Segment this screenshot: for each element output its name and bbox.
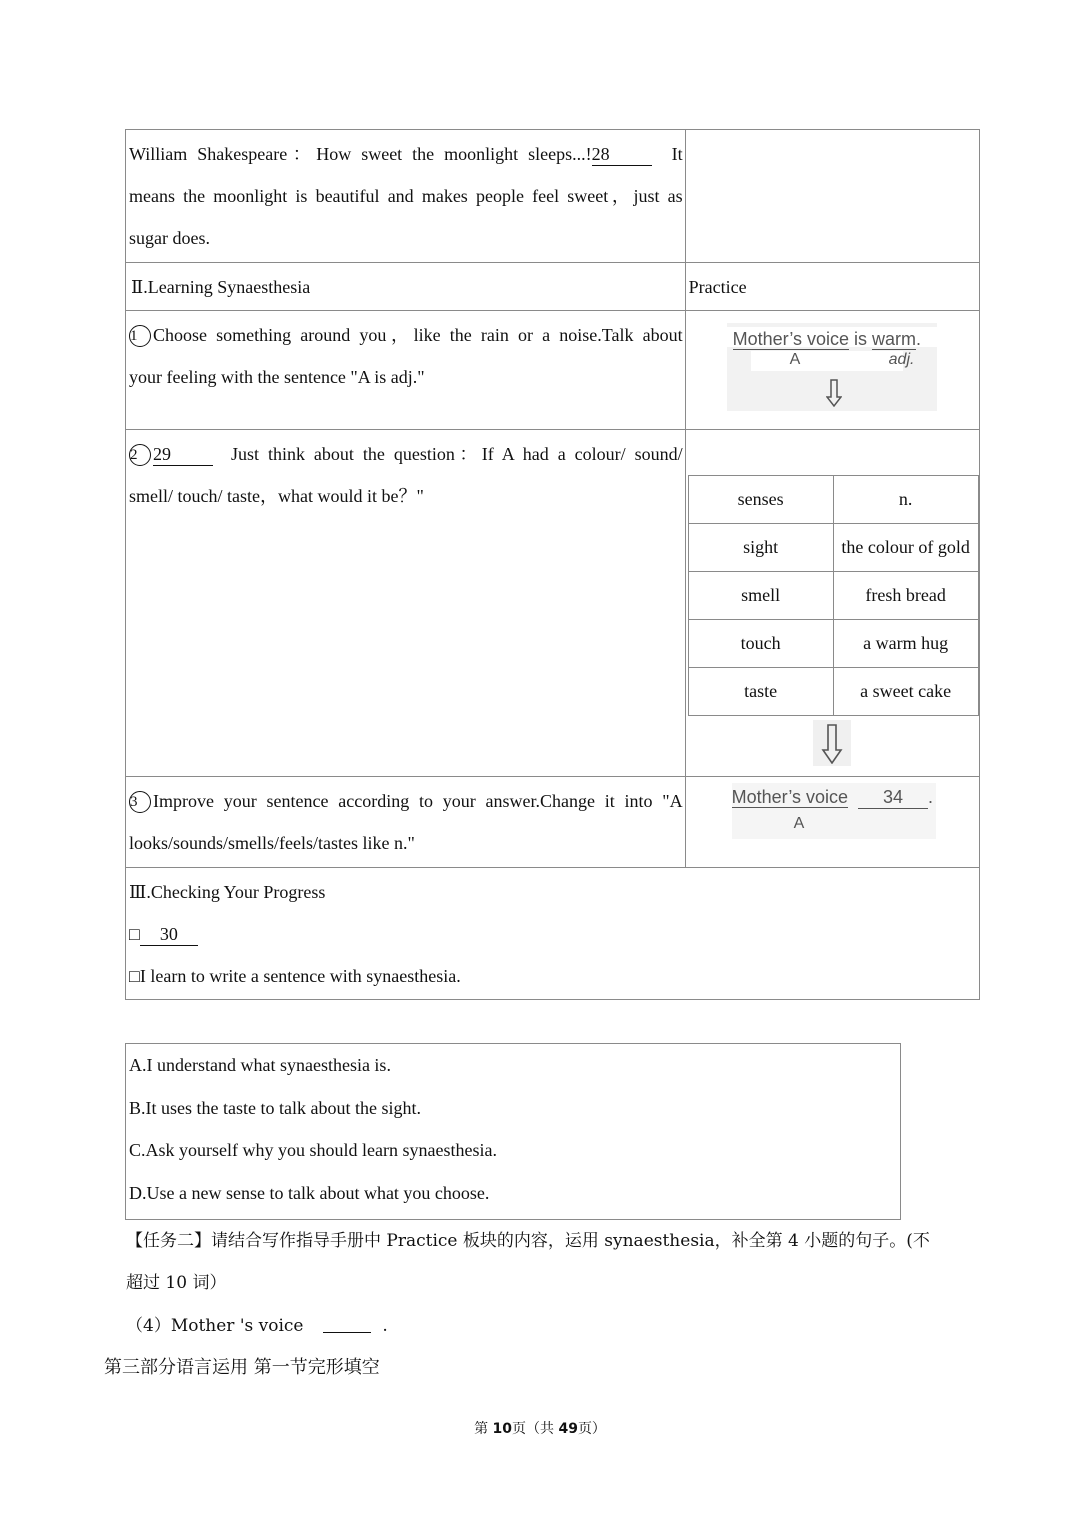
- task-2-line-1: 【任务二】请结合写作指导手册中 Practice 板块的内容，运用 synaesthesia，补全第 4 小题的句子。(不: [126, 1231, 930, 1251]
- answer-sentence-image: Mother’s voice 34 . A: [732, 783, 936, 839]
- circled-number-2: 2: [129, 444, 151, 466]
- progress-cell: [126, 868, 980, 1000]
- step-3-cell: [126, 777, 686, 868]
- step-1-line-1: 1 Choose something around you，like the rain or a noise.Talk about: [130, 325, 683, 345]
- checklist-item-2: □I learn to write a sentence with synaesthesia.: [129, 966, 461, 986]
- option-a: A.I understand what synaesthesia is.: [129, 1055, 391, 1075]
- answer-blank-4[interactable]: [323, 1332, 371, 1333]
- blank-30[interactable]: 30: [140, 923, 198, 946]
- table-row: senses n.: [688, 476, 978, 524]
- down-arrow-icon: [821, 724, 843, 764]
- circled-number-3: 3: [129, 791, 151, 813]
- shakespeare-line-3: sugar does.: [129, 228, 210, 248]
- page-footer: 第 10页（共 49页）: [474, 1421, 606, 1437]
- checklist-item-1: [126, 913, 979, 955]
- section-3-heading: Ⅲ.Checking Your Progress: [129, 882, 326, 902]
- shakespeare-line-1: William Shakespeare：How sweet the moonlight sleeps...!28 It: [129, 144, 683, 164]
- senses-table: [688, 475, 979, 716]
- question-4: （4）Mother 's voice .: [126, 1316, 388, 1336]
- step-3-line-1: 3 Improve your sentence according to your answer.Change it into "A: [130, 791, 683, 811]
- step-1-line-2: your feeling with the sentence "A is adj.": [129, 367, 425, 387]
- step-2-line-2: smell/ touch/ taste，what would it be？": [129, 486, 424, 506]
- blank-34[interactable]: 34: [858, 787, 928, 809]
- circled-number-1: 1: [129, 325, 151, 347]
- checkbox-icon[interactable]: □: [129, 924, 140, 944]
- example-sentence-image: Mother’s voice is warm. A adj.: [727, 323, 937, 411]
- option-d: D.Use a new sense to talk about what you choose.: [129, 1182, 490, 1203]
- step-1-cell: [126, 311, 686, 430]
- options-box: [125, 1043, 901, 1220]
- step-2-cell: [126, 430, 686, 777]
- shakespeare-cell: [126, 130, 686, 263]
- option-b: B.It uses the taste to talk about the sight.: [129, 1097, 421, 1118]
- checkbox-icon[interactable]: □: [129, 966, 140, 986]
- option-c: C.Ask yourself why you should learn synaesthesia.: [129, 1140, 497, 1160]
- blank-29[interactable]: 29: [153, 443, 213, 466]
- total-pages: 49: [558, 1421, 578, 1437]
- table-row: taste a sweet cake: [688, 668, 978, 716]
- blank-28[interactable]: 28: [592, 143, 652, 166]
- table-row: smell fresh bread: [688, 572, 978, 620]
- example-image-cell: [685, 311, 979, 430]
- senses-cell: [685, 430, 979, 777]
- page-number: 10: [492, 1421, 512, 1437]
- lesson-table: [125, 129, 980, 1000]
- step-3-line-2: looks/sounds/smells/feels/tastes like n.": [129, 833, 415, 853]
- step-2-line-1: 2 29 Just think about the question：If A had a colour/ sound/: [130, 444, 683, 464]
- down-arrow-icon: [826, 379, 842, 407]
- empty-cell: [685, 130, 979, 263]
- shakespeare-line-2: means the moonlight is beautiful and makes people feel sweet，just as: [129, 186, 683, 206]
- table-row: touch a warm hug: [688, 620, 978, 668]
- table-row: sight the colour of gold: [688, 524, 978, 572]
- answer-image-cell: [685, 777, 979, 868]
- practice-heading: Practice: [685, 263, 979, 311]
- section-heading: 第三部分语言运用 第一节完形填空: [104, 1357, 380, 1378]
- task-2-line-2: 超过 10 词）: [126, 1273, 227, 1293]
- section-2-heading: Ⅱ.Learning Synaesthesia: [126, 263, 686, 311]
